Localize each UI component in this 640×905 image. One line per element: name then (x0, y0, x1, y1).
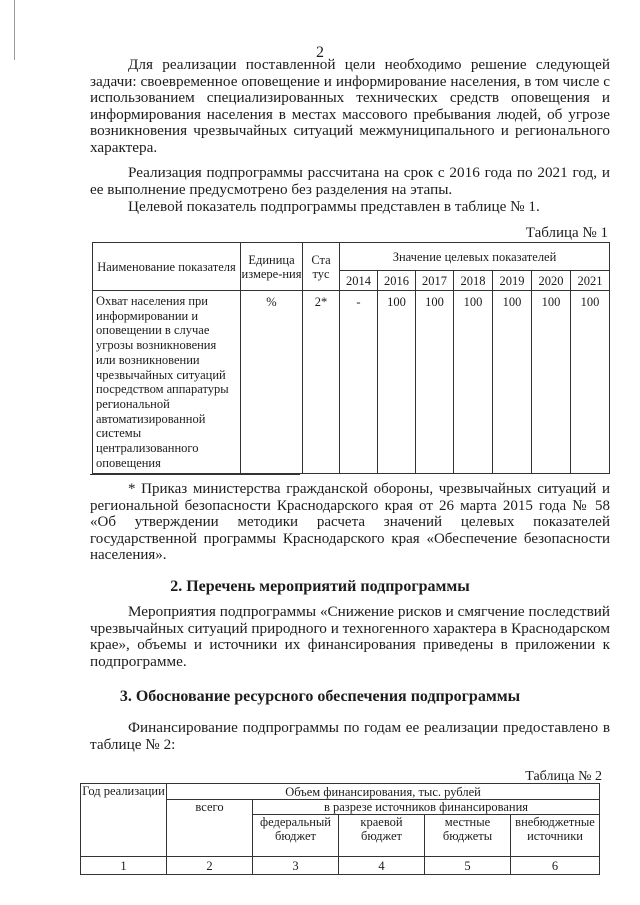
footnote: * Приказ министерства гражданской обороны, чрезвычайных ситуаций и региональной безопасности Краснодарского края от 26 марта 2015 года № 58 «Об утверждении методики расчета значений целевых показателей государственной программы Краснодарского края «Обеспечение безопасности населения». (90, 481, 610, 563)
value-cell: 100 (571, 291, 610, 474)
table2-caption: Таблица № 2 (525, 769, 602, 784)
header-year: 2014 (340, 271, 378, 291)
value-cell: 100 (378, 291, 416, 474)
value-cell: 100 (454, 291, 493, 474)
section2-text: Мероприятия подпрограммы «Снижение рисков и смягчение последствий чрезвычайных ситуаций природного и техногенного характера в Краснодарском крае», объемы и источники их финансирования приведены в приложении к подпрограмме. (90, 603, 610, 670)
value-cell: - (340, 291, 378, 474)
column-number: 5 (425, 857, 511, 875)
header-local-budgets: местные бюджеты (425, 815, 511, 857)
header-federal-budget: федеральный бюджет (253, 815, 339, 857)
header-year-of-implementation: Год реализации (81, 784, 167, 857)
column-number: 4 (339, 857, 425, 875)
column-number: 3 (253, 857, 339, 875)
header-year: 2018 (454, 271, 493, 291)
value-cell: 100 (532, 291, 571, 474)
intro-paragraph: Для реализации поставленной цели необходимо решение следующей задачи: своевременное оповещение и информирование населения, в том числе с использованием специализированных технических средств оповещения и информирования населения в местах массового пребывания людей, об угрозе возникновения чрезвычайных ситуаций межмуниципального и регионального характера. (90, 56, 610, 156)
header-total: всего (167, 800, 253, 857)
header-extrabudgetary-sources: внебюджетные источники (511, 815, 600, 857)
intro-paragraph: Реализация подпрограммы рассчитана на срок с 2016 года по 2021 год, и ее выполнение предусмотрено без разделения на этапы. (90, 164, 610, 198)
header-year: 2019 (493, 271, 532, 291)
header-year: 2017 (416, 271, 454, 291)
page-number: 2 (316, 44, 324, 61)
section2-heading: 2. Перечень мероприятий подпрограммы (170, 578, 470, 595)
table-row (93, 291, 610, 474)
header-regional-budget: краевой бюджет (339, 815, 425, 857)
column-number: 2 (167, 857, 253, 875)
header-indicator-name: Наименование показателя (93, 243, 241, 291)
header-status: Ста тус (303, 243, 340, 291)
header-year: 2020 (532, 271, 571, 291)
financing-table (80, 783, 600, 875)
intro-paragraph: Целевой показатель подпрограммы представлен в таблице № 1. (128, 198, 540, 215)
header-financing-volume: Объем финансирования, тыс. рублей (167, 784, 600, 800)
table-row (81, 857, 600, 875)
unit-cell: % (241, 291, 303, 474)
value-cell: 100 (493, 291, 532, 474)
header-unit: Единица измере-ния (241, 243, 303, 291)
target-indicators-table (92, 242, 610, 474)
table1-caption: Таблица № 1 (525, 225, 608, 241)
value-cell: 100 (416, 291, 454, 474)
section3-text: Финансирование подпрограммы по годам ее реализации предоставлено в таблице № 2: (90, 719, 610, 753)
indicator-name-cell: Охват населения при информировании и оповещении в случае угрозы возникновения или возникновении чрезвычайных ситуаций посредством аппаратуры региональной автоматизированной системы централизованного оповещения (93, 291, 241, 474)
column-number: 1 (81, 857, 167, 875)
header-year: 2016 (378, 271, 416, 291)
header-sources-breakdown: в разрезе источников финансирования (253, 800, 600, 815)
column-number: 6 (511, 857, 600, 875)
footnote-rule (90, 474, 300, 475)
section3-heading: 3. Обоснование ресурсного обеспечения подпрограммы (119, 688, 521, 705)
status-cell: 2* (303, 291, 340, 474)
header-values-group: Значение целевых показателей (340, 243, 610, 271)
header-year: 2021 (571, 271, 610, 291)
